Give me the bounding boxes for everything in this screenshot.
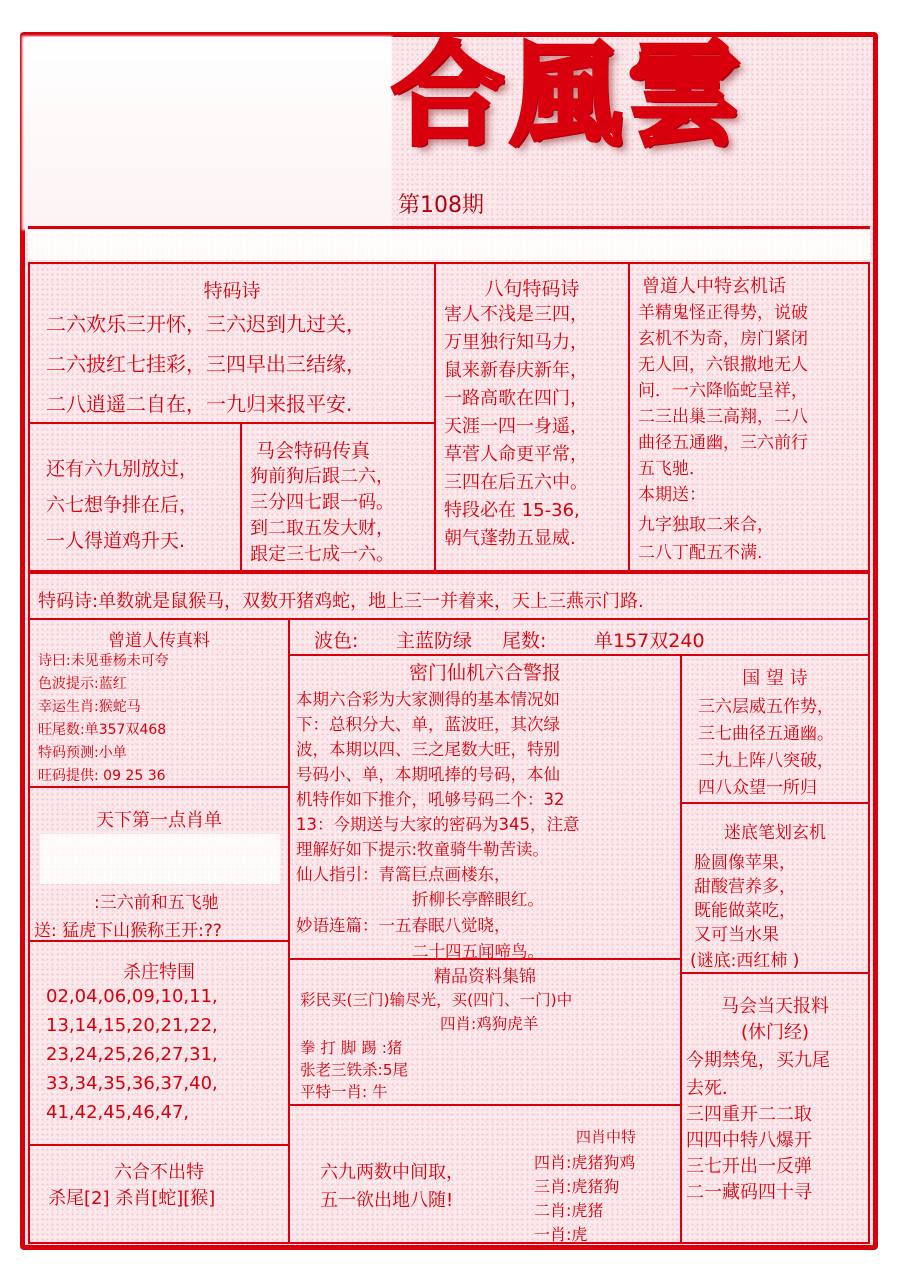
- collection-line: 拳 打 脚 踢 :猪: [300, 1039, 403, 1057]
- eight-line-title: 八句特码诗: [484, 278, 580, 300]
- riddle-title: 迷底笔划玄机: [724, 823, 826, 843]
- mahui-report-line: 三七开出一反弹: [686, 1156, 812, 1177]
- banner-poem-box: [28, 572, 870, 620]
- kill-numbers-box: [28, 940, 290, 1146]
- small-poem-line: 一人得道鸡升天.: [46, 530, 186, 552]
- collection-line: 平特一肖: 牛: [300, 1083, 388, 1101]
- no-show-title: 六合不出特: [114, 1162, 204, 1183]
- no-show-line: 杀尾[2] 杀肖[蛇][猴]: [48, 1188, 216, 1209]
- mahui-fax-box: [240, 422, 436, 572]
- kill-numbers-line: 13,14,15,20,21,22,: [46, 1015, 218, 1036]
- four-zodiac-title: 四肖中特: [576, 1128, 637, 1146]
- four-zodiac-line: 三肖:虎猪狗: [534, 1177, 620, 1196]
- masthead-title: 合風雲: [392, 30, 746, 161]
- secret-alert-line: 波，本期以四、三之尾数大旺，特别: [296, 740, 560, 759]
- secret-alert-title: 密门仙机六合警报: [408, 662, 561, 684]
- mahui-report-subtitle: (休门经): [740, 1022, 810, 1043]
- small-poem-line: 六七想争排在后，: [46, 494, 199, 516]
- secret-alert-line: 号码小、单，本期吼捧的号码，本仙: [296, 765, 560, 784]
- wave-value: 主蓝防绿: [396, 630, 473, 652]
- zodiac-list-line: 送: 猛虎下山猴称王开:??: [34, 921, 222, 941]
- riddle-line: (谜底:西红柿 ): [690, 951, 800, 971]
- daoren-talk-title: 曾道人中特玄机话: [642, 276, 786, 297]
- riddle-box: [680, 802, 870, 974]
- daoren-talk-line: 问．一六降临蛇呈祥，: [638, 381, 808, 401]
- daoren-talk-line: 玄机不为奇，房门紧闭: [638, 329, 808, 349]
- daoren-talk-line: 二三出巢三高翔，二八: [638, 407, 808, 427]
- eight-line-line: 三四在后五六中。: [444, 472, 588, 493]
- secret-alert-line: 下：总积分大、单，蓝波旺，其次绿: [296, 715, 560, 734]
- daoren-talk-line: 二八丁配五不满.: [638, 543, 763, 563]
- riddle-line: 又可当水果: [694, 925, 779, 945]
- mahui-fax-line: 到二取五发大财，: [250, 518, 394, 539]
- guowang-poem-line: 三六层威五作势，: [698, 697, 834, 717]
- riddle-line: 甜酸营养多，: [694, 877, 796, 897]
- secret-alert-line: 妙语连篇：一五春眠八觉晓，: [296, 916, 511, 935]
- guowang-poem-line: 二九上阵八突破，: [698, 751, 834, 771]
- mahui-report-title: 马会当天报料: [721, 996, 829, 1017]
- wave-label: 波色:: [314, 630, 359, 652]
- eight-line-line: 草菅人命更平常，: [444, 444, 588, 465]
- header-divider: [28, 226, 870, 229]
- collection-line: 张老三铁杀:5尾: [300, 1061, 409, 1079]
- collection-line: 四肖:鸡狗虎羊: [440, 1015, 539, 1033]
- blurred-logo-area: [22, 36, 392, 230]
- secret-alert-line: 13：今期送与大家的密码为345，注意: [296, 815, 580, 834]
- collection-line: 彩民买(三门)输尽光，买(四门、一门)中: [300, 991, 573, 1009]
- daoren-fax-line: 旺尾数:单357双468: [38, 722, 167, 738]
- mahui-report-line: 三四重开二二取: [686, 1104, 812, 1125]
- kill-numbers-title: 杀庄特围: [123, 962, 195, 983]
- tema-poem-box: [28, 262, 436, 424]
- eight-line-line: 朝气蓬勃五显威.: [444, 528, 576, 549]
- bottom-poem-box: [288, 1104, 682, 1244]
- guowang-poem-line: 三七曲径五通幽。: [698, 724, 834, 744]
- guowang-poem-line: 四八众望一所归: [698, 778, 817, 798]
- mahui-fax-line: 三分四七跟一码。: [250, 492, 394, 513]
- daoren-fax-line: 特码预测:小单: [38, 745, 127, 761]
- daoren-talk-line: 五飞驰．: [638, 459, 706, 479]
- zodiac-blurred-area: [40, 834, 280, 884]
- mahui-report-line: 四四中特八爆开: [686, 1130, 812, 1151]
- eight-line-line: 一路高歌在四门，: [444, 388, 588, 409]
- secret-alert-line: 二十四五闻啼鸟。: [412, 942, 544, 960]
- eight-line-line: 特段必在 15-36,: [444, 500, 580, 521]
- mahui-fax-line: 狗前狗后跟二六，: [250, 466, 394, 487]
- daoren-talk-box: [628, 262, 870, 572]
- kill-numbers-line: 41,42,45,46,47,: [46, 1102, 190, 1123]
- tail-value: 单157双240: [594, 630, 705, 652]
- eight-line-box: [434, 262, 630, 572]
- four-zodiac-line: 一肖:虎: [534, 1225, 588, 1244]
- daoren-fax-line: 旺码提供: 09 25 36: [38, 768, 166, 784]
- daoren-fax-box: [28, 618, 290, 788]
- daoren-talk-line: 九字独取二来合，: [638, 515, 774, 535]
- secret-alert-line: 机特作如下推介，吼够号码二个：32: [296, 790, 565, 809]
- kill-numbers-line: 02,04,06,09,10,11,: [46, 986, 218, 1007]
- daoren-fax-title: 曾道人传真料: [108, 631, 210, 651]
- small-poem-box: [28, 422, 242, 572]
- eight-line-line: 害人不浅是三四，: [444, 304, 588, 325]
- four-zodiac-line: 二肖:虎猪: [534, 1201, 604, 1220]
- tema-poem-line: 二六披红七挂彩，三四早出三结缘，: [46, 352, 366, 376]
- daoren-fax-line: 幸运生肖:猴蛇马: [38, 699, 141, 715]
- mahui-fax-line: 跟定三七成一六。: [250, 544, 394, 565]
- mahui-report-box: [680, 972, 870, 1244]
- kill-numbers-line: 23,24,25,26,27,31,: [46, 1044, 218, 1065]
- tema-poem-line: 二六欢乐三开怀，三六迟到九过关，: [46, 312, 366, 336]
- daoren-talk-line: 羊精鬼怪正得势，说破: [638, 303, 808, 323]
- mahui-fax-title: 马会特码传真: [256, 440, 371, 462]
- tema-poem-title: 特码诗: [203, 280, 261, 302]
- riddle-line: 脸圆像苹果，: [694, 853, 796, 873]
- tema-poem-line: 二八逍遥二自在，一九归来报平安.: [46, 392, 353, 416]
- mahui-report-line: 今期禁兔，买九尾: [686, 1050, 830, 1071]
- guowang-poem-box: [680, 654, 870, 804]
- four-zodiac-line: 四肖:虎猪狗鸡: [534, 1153, 636, 1172]
- riddle-line: 既能做菜吃，: [694, 901, 796, 921]
- secret-alert-line: 仙人指引：青篙巨点画楼东，: [296, 865, 511, 884]
- zodiac-list-line: :三六前和五飞驰: [94, 893, 219, 913]
- daoren-fax-line: 色波提示:蓝红: [38, 676, 127, 692]
- zodiac-list-box: [28, 786, 290, 942]
- banner-poem: 特码诗:单数就是鼠猴马，双数开猪鸡蛇，地上三一并着来，天上三燕示门路.: [38, 591, 644, 612]
- daoren-talk-line: 曲径五通幽，三六前行: [638, 433, 808, 453]
- daoren-talk-line: 无人回，六银撒地无人: [638, 355, 808, 375]
- guowang-poem-title: 国 望 诗: [742, 668, 808, 689]
- bottom-poem-line: 六九两数中间取，: [320, 1162, 464, 1183]
- eight-line-line: 鼠来新春庆新年，: [444, 360, 588, 381]
- color-tail-box: [288, 618, 870, 656]
- secret-alert-box: [288, 654, 682, 960]
- eight-line-line: 万里独行知马力，: [444, 332, 588, 353]
- bottom-poem-line: 五一欲出地八随!: [320, 1190, 454, 1211]
- no-show-box: [28, 1144, 290, 1244]
- zodiac-list-title: 天下第一点肖单: [96, 810, 222, 831]
- mahui-report-line: 二一藏码四十寻: [686, 1182, 812, 1203]
- mahui-report-line: 去死．: [686, 1078, 740, 1099]
- tail-label: 尾数:: [502, 630, 547, 652]
- issue-number: 第108期: [398, 193, 484, 218]
- daoren-talk-line: 本期送：: [638, 485, 706, 505]
- eight-line-line: 天涯一四一身遥，: [444, 416, 588, 437]
- collection-box: [288, 958, 682, 1106]
- kill-numbers-line: 33,34,35,36,37,40,: [46, 1073, 218, 1094]
- secret-alert-line: 理解好如下提示:牧童骑牛勒苦读。: [296, 840, 550, 859]
- collection-title: 精品资料集锦: [434, 967, 536, 987]
- header-faded-strip: [28, 230, 870, 260]
- secret-alert-line: 折柳长亭醉眼红。: [412, 890, 544, 909]
- secret-alert-line: 本期六合彩为大家测得的基本情况如: [296, 690, 560, 709]
- small-poem-line: 还有六九别放过，: [46, 458, 199, 480]
- daoren-fax-line: 诗曰:未见垂杨未可夸: [38, 653, 169, 669]
